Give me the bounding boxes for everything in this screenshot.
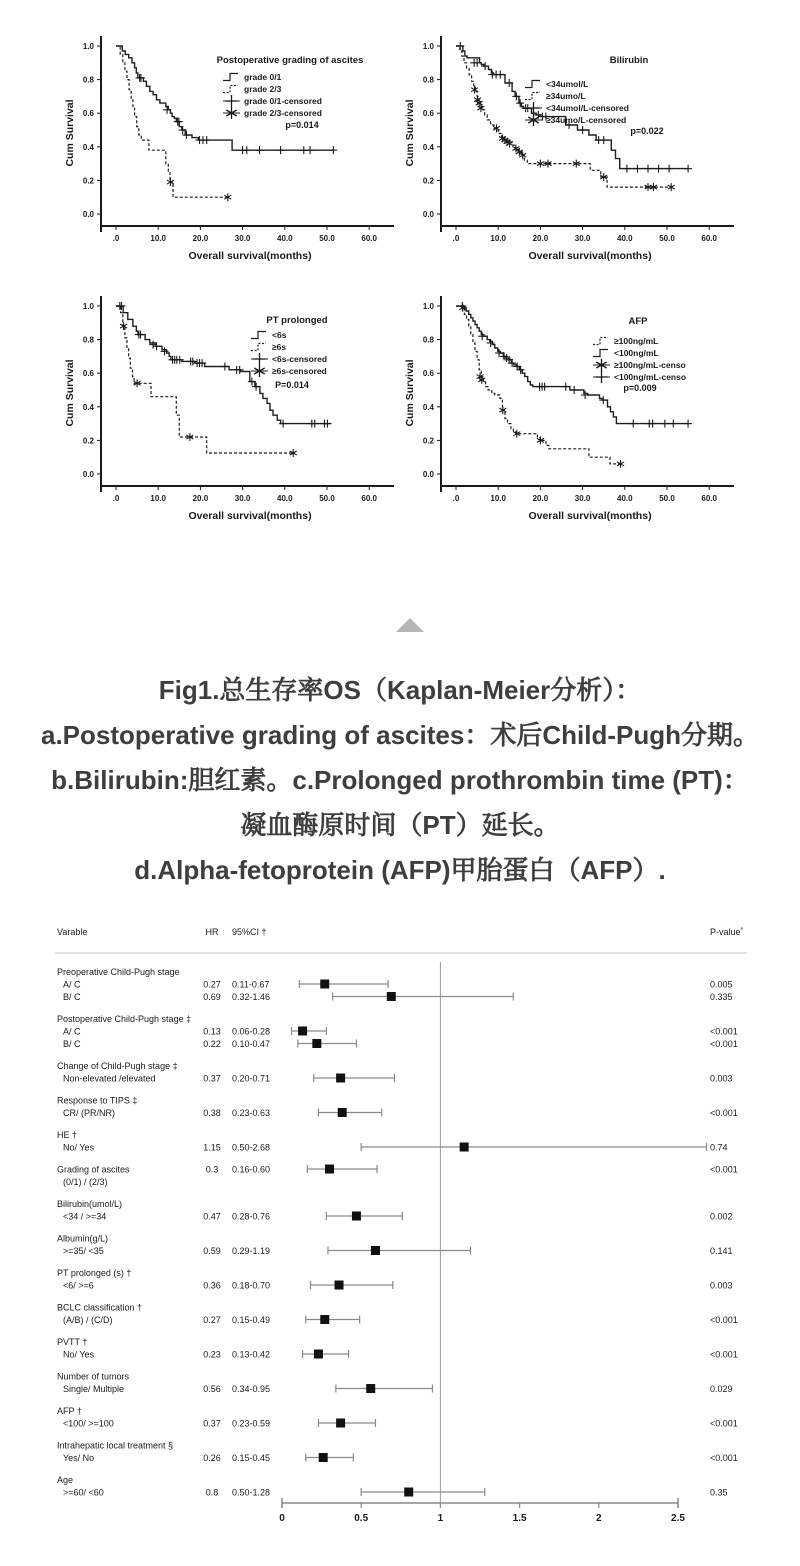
svg-text:0: 0 — [279, 1513, 285, 1524]
svg-text:0.32-1.46: 0.32-1.46 — [232, 992, 271, 1002]
svg-text:2: 2 — [596, 1513, 602, 1524]
svg-text:Overall survival(months): Overall survival(months) — [528, 250, 652, 262]
svg-text:<0.001: <0.001 — [710, 1039, 738, 1049]
svg-text:10.0: 10.0 — [490, 494, 506, 503]
svg-text:.0: .0 — [112, 234, 120, 243]
svg-text:.0: .0 — [452, 494, 460, 503]
svg-text:Overall survival(months): Overall survival(months) — [188, 250, 312, 262]
svg-text:0.0: 0.0 — [422, 470, 434, 479]
svg-text:0.10-0.47: 0.10-0.47 — [232, 1039, 271, 1049]
svg-text:0.29-1.19: 0.29-1.19 — [232, 1246, 271, 1256]
svg-text:(0/1) / (2/3): (0/1) / (2/3) — [63, 1177, 108, 1187]
svg-text:50.0: 50.0 — [659, 494, 675, 503]
svg-text:1.0: 1.0 — [82, 302, 94, 311]
svg-text:<6s: <6s — [272, 330, 287, 340]
svg-text:.0: .0 — [112, 494, 120, 503]
svg-text:0.4: 0.4 — [82, 142, 94, 152]
km-plot-afp — [400, 288, 740, 543]
svg-text:Postoperative Child-Pugh stage: Postoperative Child-Pugh stage ‡ — [57, 1014, 192, 1024]
svg-text:0.003: 0.003 — [710, 1280, 733, 1291]
svg-text:<0.001: <0.001 — [710, 1164, 738, 1175]
svg-text:40.0: 40.0 — [617, 494, 633, 503]
svg-text:HR: HR — [205, 927, 219, 937]
svg-text:≥100ng/mL-censo: ≥100ng/mL-censo — [614, 360, 686, 370]
svg-text:10.0: 10.0 — [150, 494, 166, 503]
svg-text:0.005: 0.005 — [710, 979, 733, 990]
svg-text:0.27: 0.27 — [203, 979, 221, 990]
svg-text:0.28-0.76: 0.28-0.76 — [232, 1211, 271, 1222]
svg-text:AFP †: AFP † — [57, 1406, 82, 1416]
svg-text:HE †: HE † — [57, 1130, 78, 1140]
caption-line-5: d.Alpha-fetoprotein (AFP)甲胎蛋白（AFP）. — [134, 855, 666, 885]
svg-text:0.13-0.42: 0.13-0.42 — [232, 1349, 271, 1360]
svg-text:0.0: 0.0 — [82, 210, 94, 219]
svg-text:0.23: 0.23 — [203, 1349, 221, 1360]
svg-text:<100ng/mL-censo: <100ng/mL-censo — [614, 372, 687, 382]
svg-text:0.06-0.28: 0.06-0.28 — [232, 1026, 271, 1037]
svg-text:0.3: 0.3 — [205, 1164, 219, 1175]
svg-text:Single/ Multiple: Single/ Multiple — [63, 1384, 125, 1394]
svg-text:0.20-0.71: 0.20-0.71 — [232, 1073, 271, 1084]
svg-text:30.0: 30.0 — [574, 494, 591, 503]
svg-text:grade 0/1-censored: grade 0/1-censored — [244, 96, 322, 106]
svg-text:p=0.009: p=0.009 — [623, 383, 657, 393]
svg-text:<0.001: <0.001 — [710, 1108, 738, 1118]
svg-text:1.0: 1.0 — [422, 302, 434, 311]
svg-text:<0.001: <0.001 — [710, 1315, 738, 1325]
svg-text:<34umol/L: <34umol/L — [546, 79, 589, 89]
svg-text:<34umol/L-censored: <34umol/L-censored — [546, 103, 629, 113]
svg-text:Preoperative Child-Pugh stage: Preoperative Child-Pugh stage — [57, 967, 180, 977]
svg-text:20.0: 20.0 — [192, 234, 209, 243]
svg-text:Response to TIPS ‡: Response to TIPS ‡ — [57, 1095, 138, 1106]
svg-text:95%CI †: 95%CI † — [232, 927, 267, 937]
svg-text:0.35: 0.35 — [710, 1487, 728, 1498]
svg-text:0.0: 0.0 — [422, 210, 434, 219]
svg-text:0.8: 0.8 — [82, 75, 94, 85]
caption-line-2: a.Postoperative grading of ascites：术后Child-Pugh分期。 — [41, 720, 759, 750]
svg-text:60.0: 60.0 — [361, 234, 377, 243]
svg-text:40.0: 40.0 — [277, 494, 293, 503]
svg-text:0.4: 0.4 — [422, 142, 434, 152]
svg-text:0.74: 0.74 — [710, 1142, 728, 1153]
svg-text:20.0: 20.0 — [532, 494, 549, 503]
svg-text:50.0: 50.0 — [659, 234, 675, 243]
figure-caption — [0, 668, 800, 893]
collapse-triangle-icon — [396, 618, 424, 632]
caption-line-4: 凝血酶原时间（PT）延长。 — [240, 810, 560, 840]
svg-text:p=0.022: p=0.022 — [630, 126, 664, 136]
svg-text:<0.001: <0.001 — [710, 1418, 738, 1429]
svg-text:Varable: Varable — [57, 927, 88, 937]
svg-text:<0.001: <0.001 — [710, 1349, 738, 1360]
svg-text:grade 0/1: grade 0/1 — [244, 72, 282, 82]
km-plot-bilirubin — [400, 28, 740, 283]
svg-text:Non-elevated /elevated: Non-elevated /elevated — [63, 1073, 156, 1084]
svg-text:PT prolonged (s) †: PT prolonged (s) † — [57, 1268, 132, 1278]
svg-text:1: 1 — [437, 1513, 444, 1524]
km-plot-pt-prolonged — [60, 288, 400, 543]
svg-text:0.50-1.28: 0.50-1.28 — [232, 1487, 271, 1498]
svg-text:≥6s-censored: ≥6s-censored — [272, 366, 327, 376]
svg-text:Bilirubin: Bilirubin — [609, 55, 649, 66]
svg-text:0.4: 0.4 — [422, 402, 434, 412]
svg-text:20.0: 20.0 — [532, 234, 549, 243]
svg-text:0.27: 0.27 — [203, 1315, 221, 1325]
svg-text:50.0: 50.0 — [319, 234, 335, 243]
svg-text:grade 2/3: grade 2/3 — [244, 84, 282, 94]
svg-text:60.0: 60.0 — [361, 494, 377, 503]
svg-text:0.34-0.95: 0.34-0.95 — [232, 1384, 271, 1394]
svg-text:0.69: 0.69 — [203, 992, 221, 1002]
svg-text:0.029: 0.029 — [710, 1384, 733, 1394]
svg-text:0.8: 0.8 — [205, 1487, 219, 1498]
svg-text:Bilirubin(umol/L): Bilirubin(umol/L) — [57, 1199, 123, 1209]
svg-text:<6/ >=6: <6/ >=6 — [63, 1280, 94, 1291]
svg-text:Overall survival(months): Overall survival(months) — [188, 510, 312, 522]
svg-text:<34 / >=34: <34 / >=34 — [63, 1211, 107, 1222]
svg-text:0.6: 0.6 — [82, 369, 94, 379]
svg-text:0.2: 0.2 — [422, 176, 434, 186]
svg-text:0.50-2.68: 0.50-2.68 — [232, 1142, 271, 1153]
svg-text:≥34umo/L-censored: ≥34umo/L-censored — [546, 115, 627, 125]
svg-text:0.47: 0.47 — [203, 1211, 221, 1222]
svg-text:≥100ng/mL: ≥100ng/mL — [614, 336, 659, 346]
svg-text:No/ Yes: No/ Yes — [63, 1349, 95, 1360]
svg-text:2.5: 2.5 — [671, 1513, 685, 1524]
svg-text:30.0: 30.0 — [574, 234, 591, 243]
svg-text:40.0: 40.0 — [277, 234, 293, 243]
svg-text:grade 2/3-censored: grade 2/3-censored — [244, 108, 322, 118]
svg-text:0.15-0.49: 0.15-0.49 — [232, 1315, 271, 1325]
svg-text:<0.001: <0.001 — [710, 1453, 738, 1463]
svg-text:<100ng/mL: <100ng/mL — [614, 348, 659, 358]
svg-text:A/ C: A/ C — [63, 1026, 81, 1037]
svg-text:≥6s: ≥6s — [272, 342, 287, 352]
svg-text:0.6: 0.6 — [422, 369, 434, 379]
svg-text:P=0.014: P=0.014 — [275, 380, 309, 390]
svg-text:0.0: 0.0 — [82, 470, 94, 479]
svg-text:0.22: 0.22 — [203, 1039, 221, 1049]
svg-text:0.335: 0.335 — [710, 992, 733, 1002]
svg-text:0.141: 0.141 — [710, 1246, 733, 1256]
svg-text:CR/ (PR/NR): CR/ (PR/NR) — [63, 1108, 115, 1118]
svg-text:0.16-0.60: 0.16-0.60 — [232, 1164, 271, 1175]
svg-text:20.0: 20.0 — [192, 494, 209, 503]
svg-text:No/ Yes: No/ Yes — [63, 1142, 95, 1153]
svg-text:1.0: 1.0 — [82, 42, 94, 51]
svg-text:Yes/ No: Yes/ No — [63, 1453, 95, 1463]
svg-text:0.37: 0.37 — [203, 1418, 221, 1429]
svg-text:0.003: 0.003 — [710, 1073, 733, 1084]
svg-text:30.0: 30.0 — [234, 234, 251, 243]
svg-text:>=35/ <35: >=35/ <35 — [63, 1246, 104, 1256]
svg-text:Change of Child-Pugh stage ‡: Change of Child-Pugh stage ‡ — [57, 1061, 178, 1071]
svg-text:p=0.014: p=0.014 — [285, 120, 319, 130]
caption-line-3: b.Bilirubin:胆红素。c.Prolonged prothrombin time (PT)： — [51, 765, 749, 795]
svg-text:0.26: 0.26 — [203, 1453, 221, 1463]
svg-text:Intrahepatic local treatment §: Intrahepatic local treatment § — [57, 1440, 174, 1451]
svg-text:>=60/ <60: >=60/ <60 — [63, 1487, 104, 1498]
svg-text:0.5: 0.5 — [354, 1513, 369, 1524]
svg-text:50.0: 50.0 — [319, 494, 335, 503]
svg-text:<0.001: <0.001 — [710, 1026, 738, 1037]
svg-text:Cum Survival: Cum Survival — [404, 359, 416, 427]
svg-text:A/ C: A/ C — [63, 979, 81, 990]
svg-text:0.59: 0.59 — [203, 1246, 221, 1256]
svg-text:.0: .0 — [452, 234, 460, 243]
svg-text:1.0: 1.0 — [422, 42, 434, 51]
svg-text:0.6: 0.6 — [422, 109, 434, 119]
svg-text:60.0: 60.0 — [701, 494, 717, 503]
svg-text:0.2: 0.2 — [82, 436, 94, 446]
svg-text:0.18-0.70: 0.18-0.70 — [232, 1280, 271, 1291]
svg-text:Postoperative grading of ascit: Postoperative grading of ascites — [216, 55, 364, 66]
svg-text:P-value*: P-value* — [710, 927, 744, 937]
svg-text:0.2: 0.2 — [82, 176, 94, 186]
svg-text:0.15-0.45: 0.15-0.45 — [232, 1453, 271, 1463]
svg-text:<100/ >=100: <100/ >=100 — [63, 1418, 114, 1429]
svg-text:Number of tumors: Number of tumors — [57, 1371, 130, 1382]
svg-text:PT prolonged: PT prolonged — [266, 315, 328, 326]
km-plot-ascites — [60, 28, 400, 283]
svg-text:(A/B) / (C/D): (A/B) / (C/D) — [63, 1315, 113, 1325]
svg-text:PVTT †: PVTT † — [57, 1337, 88, 1347]
svg-text:Age: Age — [57, 1475, 74, 1485]
svg-text:60.0: 60.0 — [701, 234, 717, 243]
svg-text:0.37: 0.37 — [203, 1073, 221, 1084]
svg-text:0.23-0.59: 0.23-0.59 — [232, 1418, 271, 1429]
svg-text:<6s-censored: <6s-censored — [272, 354, 328, 364]
svg-text:10.0: 10.0 — [150, 234, 166, 243]
svg-text:Cum Survival: Cum Survival — [404, 99, 416, 167]
forest-plot — [0, 906, 800, 1566]
svg-text:Cum Survival: Cum Survival — [64, 99, 76, 167]
svg-text:0.8: 0.8 — [422, 75, 434, 85]
svg-text:40.0: 40.0 — [617, 234, 633, 243]
svg-text:Cum Survival: Cum Survival — [64, 359, 76, 427]
svg-text:0.36: 0.36 — [203, 1280, 221, 1291]
svg-text:0.8: 0.8 — [82, 335, 94, 345]
svg-text:0.13: 0.13 — [203, 1026, 221, 1037]
svg-text:AFP: AFP — [628, 316, 648, 327]
svg-text:0.2: 0.2 — [422, 436, 434, 446]
svg-text:0.002: 0.002 — [710, 1211, 733, 1222]
svg-text:0.23-0.63: 0.23-0.63 — [232, 1108, 271, 1118]
svg-text:30.0: 30.0 — [234, 494, 251, 503]
svg-text:0.11-0.67: 0.11-0.67 — [232, 979, 270, 990]
svg-text:BCLC classification †: BCLC classification † — [57, 1302, 143, 1313]
svg-text:Albumin(g/L): Albumin(g/L) — [57, 1233, 109, 1244]
svg-text:B/ C: B/ C — [63, 1039, 81, 1049]
svg-text:10.0: 10.0 — [490, 234, 506, 243]
svg-text:0.38: 0.38 — [203, 1108, 221, 1118]
svg-text:Grading of ascites: Grading of ascites — [57, 1164, 130, 1175]
caption-line-1: Fig1.总生存率OS（Kaplan-Meier分析）： — [158, 675, 642, 705]
svg-text:0.8: 0.8 — [422, 335, 434, 345]
svg-text:1.5: 1.5 — [512, 1513, 527, 1524]
svg-text:B/ C: B/ C — [63, 992, 81, 1002]
svg-text:0.4: 0.4 — [82, 402, 94, 412]
svg-text:≥34umo/L: ≥34umo/L — [546, 91, 586, 101]
svg-text:0.6: 0.6 — [82, 109, 94, 119]
svg-text:Overall survival(months): Overall survival(months) — [528, 510, 652, 522]
svg-text:1.15: 1.15 — [203, 1142, 221, 1153]
svg-text:0.56: 0.56 — [203, 1384, 221, 1394]
